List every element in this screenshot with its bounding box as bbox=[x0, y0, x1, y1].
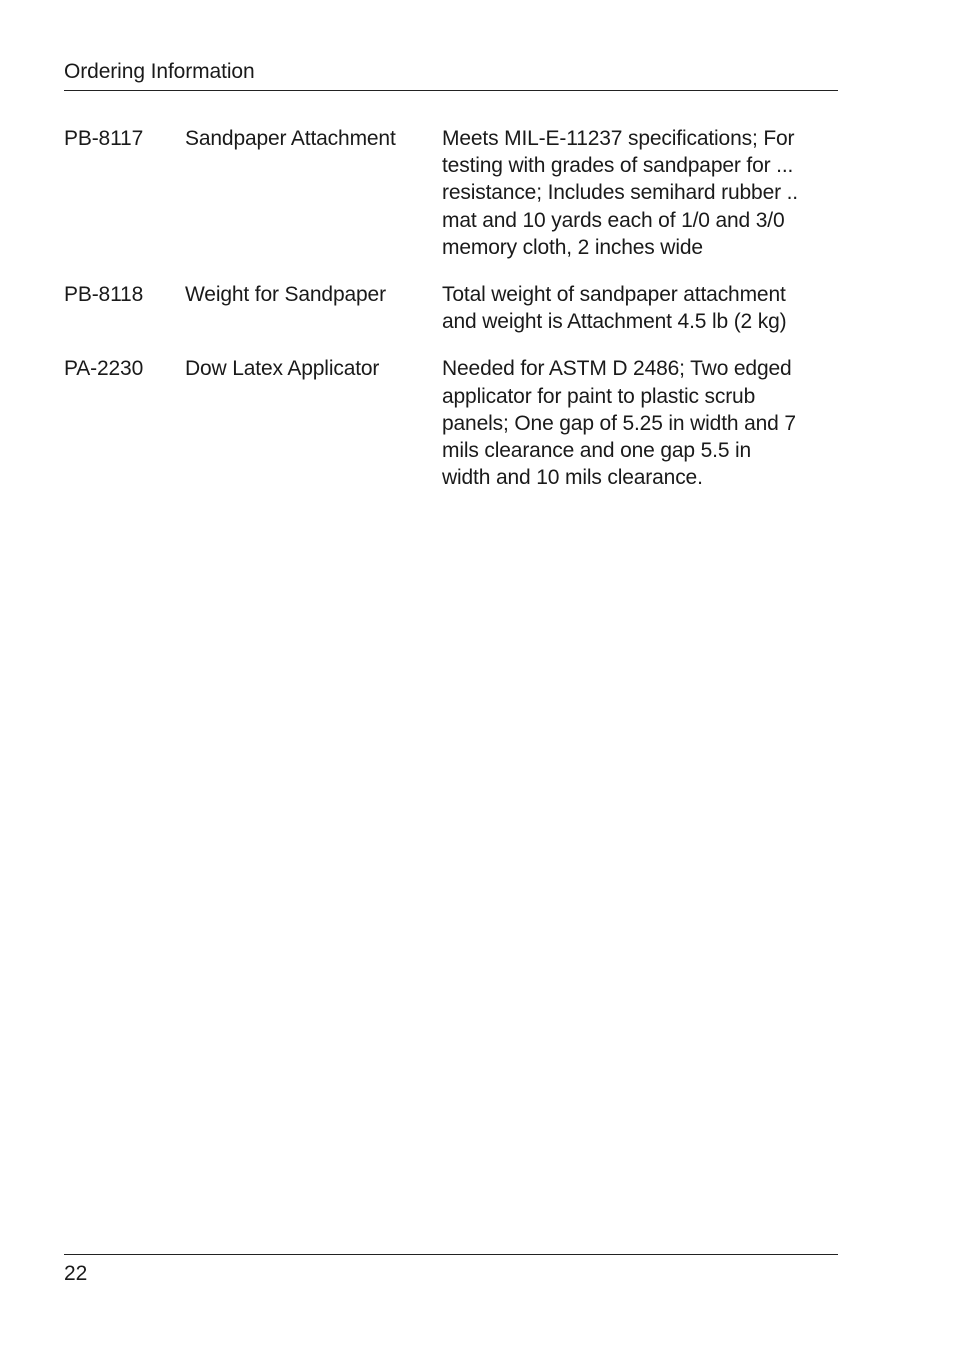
page-footer bbox=[64, 1254, 838, 1285]
description-line: panels; One gap of 5.25 in width and 7 bbox=[442, 411, 796, 435]
part-name: Weight for Sandpaper bbox=[185, 283, 386, 307]
part-name: Sandpaper Attachment bbox=[185, 127, 396, 150]
part-name: Dow Latex Applicator bbox=[185, 357, 380, 381]
part-number: PB-8117 bbox=[64, 127, 144, 150]
table-row bbox=[64, 125, 844, 261]
table-row bbox=[64, 355, 844, 491]
description-line: mils clearance and one gap 5.5 in bbox=[442, 439, 752, 463]
table-row bbox=[64, 281, 844, 335]
page-number: 22 bbox=[64, 1262, 88, 1285]
description-line: Meets MIL-E-11237 specifications; For bbox=[442, 127, 795, 150]
description-line: Needed for ASTM D 2486; Two edged bbox=[442, 357, 792, 381]
section-title: Ordering Information bbox=[64, 60, 255, 83]
description-line: width and 10 mils clearance. bbox=[442, 466, 703, 490]
part-number: PB-8118 bbox=[64, 283, 144, 307]
description-line: Total weight of sandpaper attachment bbox=[442, 283, 786, 307]
description-line: memory cloth, 2 inches wide bbox=[442, 235, 703, 259]
ordering-table bbox=[64, 125, 844, 491]
part-number: PA-2230 bbox=[64, 357, 144, 381]
description-line: mat and 10 yards each of 1/0 and 3/0 bbox=[442, 208, 785, 232]
description-line: applicator for paint to plastic scrub bbox=[442, 384, 756, 408]
description-line: resistance; Includes semihard rubber .. bbox=[442, 181, 798, 205]
page-header bbox=[64, 58, 838, 91]
description-line: testing with grades of sandpaper for ... bbox=[442, 154, 794, 178]
description-line: and weight is Attachment 4.5 lb (2 kg) bbox=[442, 310, 787, 334]
part-description bbox=[442, 355, 842, 491]
part-description bbox=[442, 125, 842, 261]
part-description bbox=[442, 281, 842, 335]
